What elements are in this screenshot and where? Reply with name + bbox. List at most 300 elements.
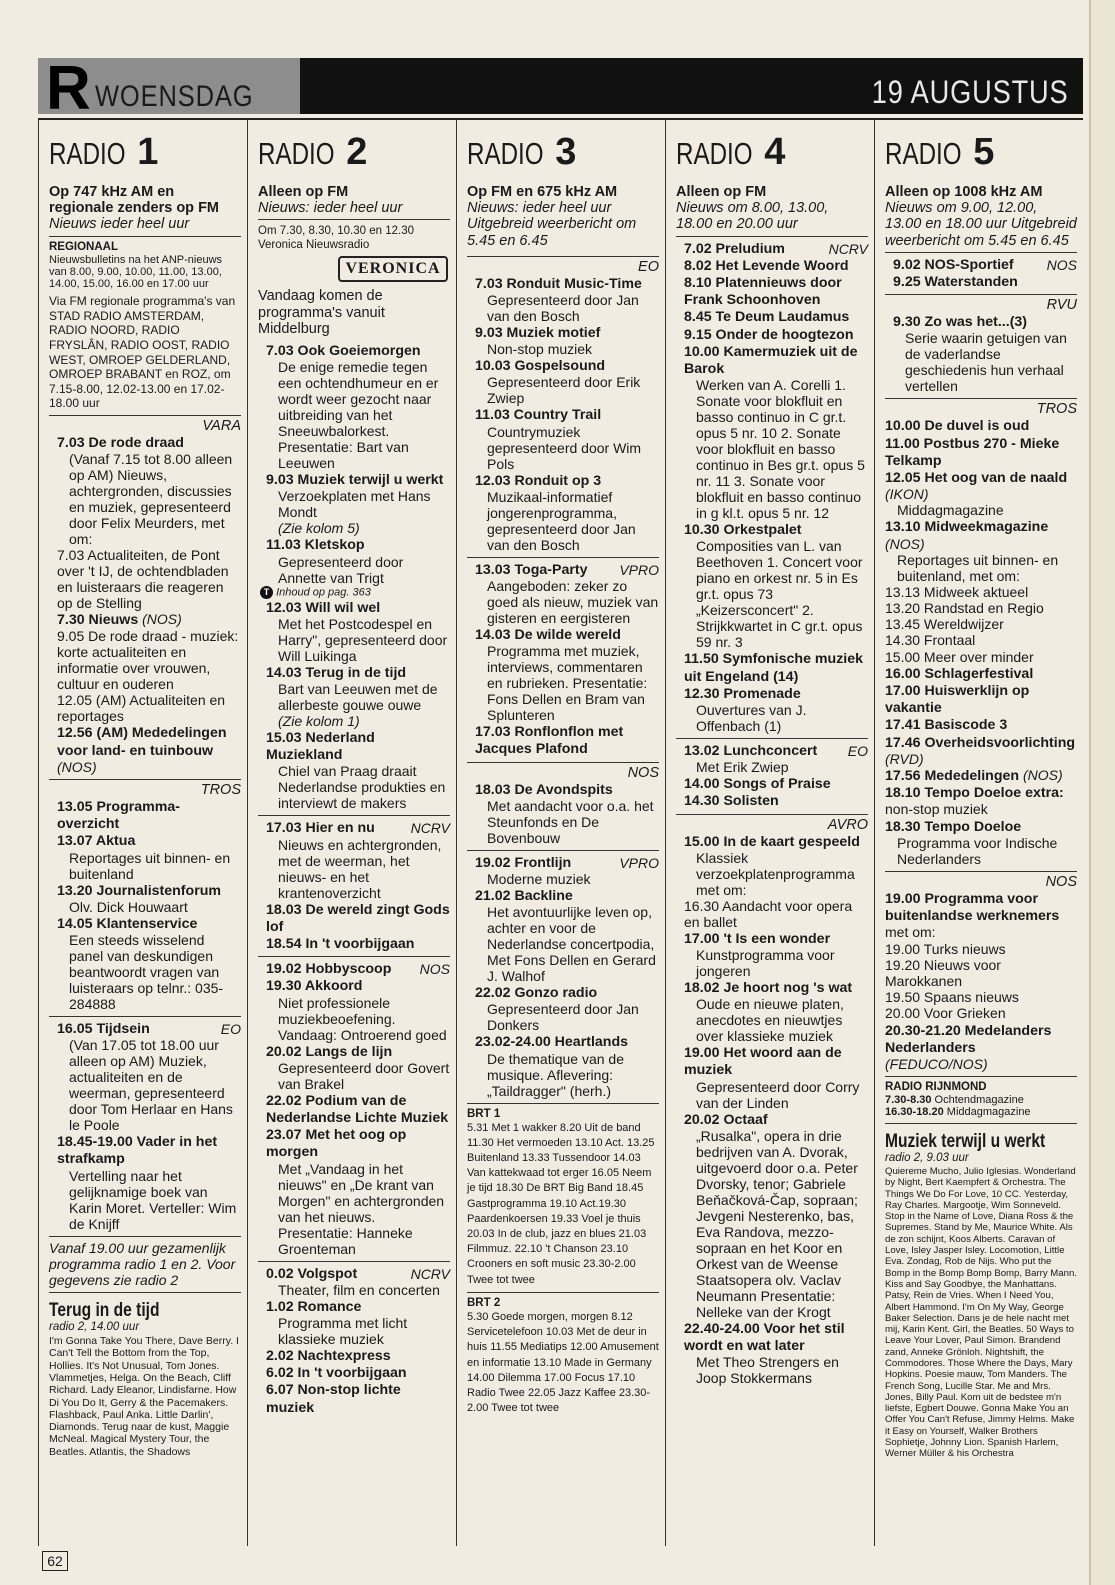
program-title: 9.25 Waterstanden — [893, 274, 1018, 291]
frequency-info: Alleen op FM — [676, 184, 767, 200]
broadcaster-label: (NOS) — [57, 758, 97, 775]
program-item — [57, 434, 241, 547]
program-desc: De thematique van de musique. Aflevering: „Taildragger" (herh.) — [487, 1050, 624, 1099]
program-item — [885, 665, 1077, 682]
rijnmond-box — [885, 1076, 1077, 1118]
broadcaster-label: VPRO — [619, 854, 659, 871]
program-item — [57, 798, 241, 832]
program-desc: Ouvertures van J. Offenbach (1) — [696, 702, 807, 735]
program-item — [684, 274, 868, 308]
header-day-block — [38, 54, 300, 123]
program-title: 6.07 Non-stop lichte muziek — [266, 1382, 401, 1416]
program-desc: Gepresenteerd door Govert van Brakel — [278, 1059, 450, 1092]
news-times: Om 7.30, 8.30, 10.30 en 12.30 Veronica Nieuwsradio — [258, 225, 415, 252]
news-info: Nieuws: ieder heel uur Uitgebreid weerbericht om 5.45 en 6.45 — [467, 200, 637, 249]
program-title: 18.03 De wereld zingt Gods lof — [266, 901, 450, 935]
program-title: 8.10 Platennieuws door Frank Schoonhoven — [684, 275, 842, 309]
program-subitem — [885, 616, 1077, 632]
program-item — [885, 890, 1077, 941]
station-heading — [258, 131, 450, 173]
program-title: 13.07 Aktua — [57, 833, 136, 850]
station-number: 5 — [973, 131, 995, 173]
program-item — [885, 767, 1077, 784]
program-title: 19.30 Akkoord — [266, 978, 363, 995]
program-title: 10.00 Kamermuziek uit de Barok — [684, 343, 858, 378]
program-item — [684, 930, 868, 979]
program-subitem — [57, 692, 241, 724]
program-item — [475, 626, 659, 723]
regional-title: REGIONAAL — [49, 240, 118, 253]
program-item — [684, 521, 868, 650]
program-desc: Chiel van Praag draait Nederlandse produkties en interviewt de makers — [278, 763, 446, 812]
program-desc: met om: — [885, 924, 936, 941]
date-label: 19 AUGUSTUS — [872, 74, 1069, 110]
program-title: 9.03 Muziek terwijl u werkt — [266, 472, 444, 489]
rijnmond-row — [885, 1094, 1077, 1106]
program-item — [475, 1033, 659, 1098]
broadcaster-label: NOS — [1046, 256, 1077, 273]
radio-columns — [38, 118, 1083, 1546]
section-divider — [676, 738, 868, 810]
program-desc: (Vanaf 7.15 tot 8.00 alleen op AM) Nieuws, achtergronden, discussies en muziek, gepresenteerd door Felix Meurders, met om: — [69, 451, 233, 548]
program-note: (Zie kolom 1) — [278, 712, 360, 729]
program-title: 12.03 Will wil wel — [266, 599, 381, 616]
news-info: Nieuws: ieder heel uur — [258, 200, 403, 217]
program-item — [266, 599, 450, 664]
program-desc: 19.00 Turks nieuws — [885, 940, 1006, 957]
program-desc-block — [57, 1037, 241, 1133]
program-item — [266, 1364, 450, 1381]
program-item — [885, 818, 1077, 867]
regional-note: Nieuwsbulletins na het ANP-nieuws van 8.00, 9.00, 10.00, 11.00, 13.00, 14.00, 15.00, 16.00 en 17.00 uur — [49, 253, 223, 291]
program-item — [684, 775, 868, 792]
program-title: 11.03 Kletskop — [266, 537, 365, 554]
program-title: 9.02 NOS-Sportief — [893, 256, 1014, 273]
program-desc: Werken van A. Corelli 1. Sonate voor blokfluit en basso continuo in C gr.t. opus 5 nr. 10 2. Sonate voor blokfluit en basso continuo in Bes gr.t. opus 5 nr. 11 3. Sonate voor blokfluit en basso continuo in g kl.t. opus 5 nr. 12 — [696, 377, 865, 522]
program-item — [893, 273, 1077, 290]
playlist-text: Quiereme Mucho, Julio Iglesias. Wonderland by Night, Bert Kaempfert & Orchestra. The Things We Do For Love, 10 CC. Yesterday, Ray Charles. Margootje, Wim Sonneveld. Stop in the Name of Love, Diana Ross & the Supremes. Stand by Me, Maurice White. Als de zon schijnt, Koos Alberts. Caravan of Love, Isley Jasper Isley. Locomotion, Little Eva. Zondag, Rob de Nijs. Who put the Bomp in the Bomp Bomp Bomp, Barry Mann. Kiss and Say Goodbye, the Manhattans. Patsy, Rein de Vries. When I Need You, Albert Hammond. I'm On My Way, George Baker Selection. Dans je de hele nacht met mij, Karin Kent. Girl, the Beatles. 50 Ways to Leave Your Lover, Paul Simon. Brandend zand, Anneke Grönloh. Nightshift, the Commodores. Those Where the Days, Mary Hopkins. Poesie mauw, Tom Manders. The French Song, Lucille Star. Me and Mrs. Jones, Billy Paul. Kom uit de bedstee m'n liefste, Egbert Douwe. Gonna Make You an Offer You Can't Refuse, Jimmy Helms. Make it Easy on Yourself, Walker Brothers Sophietje, Johnny Lion. Spanish Harlem, Werner Müller & his Orchestra — [885, 1165, 1077, 1460]
tv-icon: T — [260, 586, 273, 599]
station-heading — [676, 131, 868, 173]
program-desc: Programma met muziek, interviews, commentaren en rubrieken. Presentatie: Fons Dellen en Bram van Splunteren — [487, 643, 648, 724]
program-desc: Een steeds wisselend panel van deskundigen beantwoordt vragen van luisteraars op telnr.: 035-284888 — [69, 932, 224, 1012]
broadcaster-label: NOS — [467, 762, 659, 781]
program-item — [57, 1021, 241, 1037]
station-label: RADIO — [467, 136, 544, 171]
program-item — [475, 887, 659, 984]
program-title: 12.03 Ronduit op 3 — [475, 472, 602, 489]
lead-text: Vandaag komen de programma's vanuit Middelburg — [258, 288, 385, 338]
program-subitem — [885, 941, 1077, 957]
program-desc: Muzikaal-informatief jongerenprogramma, gepresenteerd door Jan van den Bosch — [487, 488, 636, 553]
program-title: 11.00 Postbus 270 - Mieke Telkamp — [885, 435, 1060, 469]
program-title: 9.15 Onder de hoogtezon — [684, 326, 854, 343]
program-desc: Gepresenteerd door Jan van den Bosch — [487, 292, 639, 325]
program-subitem — [684, 898, 868, 930]
station-intro — [885, 184, 1077, 253]
program-desc: Met Theo Strengers en Joop Stokkermans — [696, 1354, 839, 1387]
program-title: 14.03 Terug in de tijd — [266, 664, 407, 681]
page-number: 62 — [42, 1551, 68, 1571]
program-desc: Het avontuurlijke leven op, achter en voor de Nederlandse concertpodia, Met Fons Dellen en Gerard J. Walhof — [487, 904, 656, 985]
program-item — [885, 469, 1077, 518]
program-subitem — [885, 600, 1077, 616]
program-desc: Middagmagazine — [897, 502, 1004, 519]
program-desc: Niet professionele muziekbeoefening. Vandaag: Ontroerend goed — [278, 994, 447, 1043]
brt1-schedule: 5.31 Met 1 wakker 8.20 Uit de band 11.30 Het vermoeden 13.10 Act. 13.25 Buitenland 13.33 Tussendoor 14.03 Van kattekwaad tot erger 16.05 Neem je tijd 18.30 De BRT Big Band 18.45 Gastprogramma 19.10 Act.19.30 Paardenkoersen 19.33 Voel je thuis 20.03 In de club, jazz en blues 21.03 Filmmuz. 22.10 't Chanson 23.10 Crooners en soft music 23.30-2.00 Twee tot twee — [467, 1121, 655, 1286]
program-item — [266, 961, 450, 977]
station-number: 4 — [764, 131, 786, 173]
program-desc: Met Erik Zwiep — [696, 759, 789, 776]
station-label: RADIO — [676, 136, 753, 171]
program-item — [684, 685, 868, 734]
program-desc: Theater, film en concerten — [278, 1281, 440, 1298]
program-item — [684, 257, 868, 274]
program-title: 10.00 De duvel is oud — [885, 418, 1030, 435]
frequency-info: Op FM en 675 kHz AM — [467, 184, 618, 200]
program-desc: Verzoekplaten met Hans Mondt — [278, 488, 431, 521]
rijnmond-title: RADIO RIJNMOND — [885, 1081, 987, 1094]
program-item — [266, 1298, 450, 1347]
program-item — [684, 308, 868, 325]
program-item — [684, 241, 868, 257]
program-title: 23.07 Met het oog op morgen — [266, 1127, 407, 1161]
program-desc: Oude en nieuwe platen, anecdotes en nieuwtjes over klassieke muziek — [696, 996, 844, 1045]
program-subitem — [885, 584, 1077, 600]
program-item — [885, 417, 1077, 434]
program-title: 11.03 Country Trail — [475, 407, 602, 424]
program-item — [684, 1044, 868, 1110]
program-title: 22.02 Gonzo radio — [475, 985, 598, 1002]
broadcaster-label: (RVD) — [885, 750, 924, 767]
program-desc: Kunstprogramma voor jongeren — [696, 947, 835, 980]
broadcaster-label: (NOS) — [885, 535, 925, 552]
station-heading — [885, 131, 1077, 173]
program-item — [266, 342, 450, 471]
section-divider — [49, 1016, 241, 1232]
program-item — [57, 915, 241, 1012]
program-title: 7.02 Preludium — [684, 240, 785, 257]
program-item — [266, 1347, 450, 1364]
program-title: 19.00 Programma voor buitenlandse werknemers — [885, 890, 1060, 925]
program-item — [885, 734, 1077, 767]
program-item — [266, 1266, 450, 1282]
program-title: 17.00 Huiswerklijn op vakantie — [885, 683, 1030, 717]
program-subitem — [885, 957, 1077, 989]
program-title: 15.00 In de kaart gespeeld — [684, 833, 860, 850]
playlist-text: I'm Gonna Take You There, Dave Berry. I Can't Tell the Bottom from the Top, Hollies. It's Not Unusual, Tom Jones. Vlammetjes, Helga. On the Beach, Cliff Richard. Lady Eleanor, Lindisfarne. How Di You Do It, Gerry & the Pacemakers. Flashback, Paul Anka. Little Darlin', Diamonds. Terug naar de kust, Maggie McNeal. Magical Mystery Tour, the Beatles. Atlantis, the Shadows — [49, 1335, 239, 1458]
program-title: 13.03 Toga-Party — [475, 561, 588, 578]
program-desc-block — [684, 759, 868, 775]
program-desc: „Rusalka", opera in drie bedrijven van A. Dvorak, uitgevoerd door o.a. Peter Dvorsky, tenor; Gabriele Beňačková-Čap, sopraan; Jevgeni Nesterenko, bas, Eva Randova, mezzo-sopraan en het Koor en Orkest van de Weense Staatsopera olv. Vaclav Neumann Presentatie: Nelleke van der Krogt — [696, 1127, 858, 1320]
next-page-edge — [1089, 0, 1115, 1585]
station-label: RADIO — [885, 136, 962, 171]
broadcaster-label: EO — [467, 256, 659, 275]
broadcaster-label: EO — [220, 1021, 241, 1037]
rijnmond-program: Ochtendmagazine — [934, 1094, 1024, 1107]
playlist-box — [49, 1292, 241, 1458]
program-title: 17.00 't Is een wonder — [684, 930, 831, 947]
program-item — [266, 1126, 450, 1256]
column-radio-4 — [666, 120, 875, 1546]
program-desc-block — [475, 578, 659, 626]
program-item — [266, 729, 450, 811]
program-title: 17.56 Mededelingen — [885, 768, 1020, 785]
program-desc: 16.30 Aandacht voor opera en ballet — [684, 897, 853, 930]
program-item — [684, 326, 868, 343]
program-item — [885, 435, 1077, 469]
program-desc: Composities van L. van Beethoven 1. Concert voor piano en orkest nr. 5 in Es gr.t. opus 73 „Keizersconcert" 2. Strijkkwartet in C gr.t. opus 59 nr. 3 — [696, 538, 863, 651]
brt1-box — [467, 1103, 659, 1288]
section-divider — [258, 956, 450, 1256]
broadcaster-label: NCRV — [828, 240, 868, 257]
section-letter: R — [46, 54, 91, 123]
program-title: 13.02 Lunchconcert — [684, 743, 818, 760]
broadcaster-label: NCRV — [410, 1265, 450, 1282]
news-info: Nieuws om 9.00, 12.00, 13.00 en 18.00 uur Uitgebreid weerbericht om 5.45 en 6.45 — [885, 200, 1077, 249]
program-desc: Olv. Dick Houwaart — [69, 898, 188, 915]
program-title: 14.03 De wilde wereld — [475, 627, 621, 644]
news-info: Nieuws om 8.00, 13.00, 18.00 en 20.00 uur — [676, 200, 829, 233]
news-info: Nieuws ieder heel uur — [49, 216, 190, 233]
column-radio-5 — [875, 120, 1083, 1546]
program-desc: Programma met licht klassieke muziek — [278, 1314, 408, 1347]
program-item — [893, 313, 1077, 394]
program-desc: Met het Postcodespel en Harry", gepresenteerd door Will Luikinga — [278, 615, 448, 664]
program-item — [57, 832, 241, 881]
rijnmond-row — [885, 1106, 1077, 1118]
program-title: 17.03 Ronflonflon met Jacques Plafond — [475, 724, 624, 758]
program-desc: 19.50 Spaans nieuws — [885, 989, 1019, 1006]
program-title: 6.02 In 't voorbijgaan — [266, 1365, 407, 1382]
program-item — [266, 664, 450, 729]
program-desc: 13.13 Midweek aktueel — [885, 583, 1029, 600]
frequency-info: Alleen op 1008 kHz AM — [885, 184, 1043, 200]
program-desc: 12.05 (AM) Actualiteiten en reportages — [57, 692, 226, 725]
station-intro — [49, 184, 241, 237]
program-title: 23.02-24.00 Heartlands — [475, 1034, 629, 1051]
program-title: 18.45-19.00 Vader in het strafkamp — [57, 1134, 218, 1168]
program-desc: Bart van Leeuwen met de allerbeste gouwe ouwe — [278, 680, 438, 713]
broadcaster-label: RVU — [885, 294, 1077, 313]
program-title: 8.45 Te Deum Laudamus — [684, 309, 850, 326]
program-item — [57, 611, 241, 628]
column-radio-3 — [457, 120, 666, 1546]
brt2-title: BRT 2 — [467, 1296, 501, 1309]
program-title: 12.56 (AM) Mededelingen voor land- en tuinbouw — [57, 725, 227, 759]
program-title: 10.03 Gospelsound — [475, 358, 606, 375]
program-title: 7.03 De rode draad — [57, 434, 184, 451]
program-desc: Aangeboden: zeker zo goed als nieuw, muziek van gisteren en eergisteren — [487, 578, 659, 627]
section-divider — [258, 815, 450, 952]
program-subitem — [885, 632, 1077, 648]
broadcaster-label: NCRV — [410, 820, 450, 837]
program-desc: Gepresenteerd door Erik Zwiep — [487, 374, 641, 407]
brt1-title: BRT 1 — [467, 1107, 501, 1120]
page-header — [38, 54, 1083, 123]
program-item — [475, 275, 659, 324]
program-title: 19.02 Frontlijn — [475, 854, 572, 871]
broadcaster-label: VPRO — [619, 561, 659, 578]
playlist-title: Muziek terwijl u werkt — [885, 1130, 1046, 1152]
program-item — [475, 357, 659, 406]
program-item — [684, 979, 868, 1044]
program-item — [266, 1043, 450, 1092]
rijnmond-program: Middagmagazine — [946, 1106, 1031, 1119]
program-item — [266, 977, 450, 1042]
program-desc-block — [475, 871, 659, 887]
brt2-box — [467, 1292, 659, 1416]
rijnmond-time: 7.30-8.30 — [885, 1094, 932, 1107]
program-item — [475, 723, 659, 757]
brt2-schedule: 5.30 Goede morgen, morgen 8.12 Servicetelefoon 10.03 Met de deur in huis 11.55 Mediatips 12.00 Amusement en informatie 13.10 Made in Germany 14.00 Dilemma 17.00 Focus 17.10 Radio Twee 22.05 Jazz Kaffee 23.30-2.00 Twee tot twee — [467, 1310, 659, 1415]
program-item — [684, 1111, 868, 1320]
program-item — [885, 518, 1077, 583]
rijnmond-time: 16.30-18.20 — [885, 1106, 944, 1119]
program-desc: Vertelling naar het gelijknamige boek van Karin Moret. Verteller: Wim de Knijff — [69, 1167, 237, 1232]
program-desc: 13.45 Wereldwijzer — [885, 616, 1004, 633]
program-item — [684, 650, 868, 684]
program-desc: 14.30 Frontaal — [885, 632, 976, 649]
program-desc: 9.05 De rode draad - muziek: korte actualiteiten en informatie over vrouwen, cultuur en ouderen — [57, 628, 239, 693]
program-title: 22.02 Podium van de Nederlandse Lichte Muziek — [266, 1092, 449, 1126]
program-title: 18.02 Je hoort nog 's wat — [684, 980, 853, 997]
station-label: RADIO — [258, 136, 335, 171]
program-title: 18.30 Tempo Doeloe — [885, 818, 1022, 835]
program-desc: Met aandacht voor o.a. het Steunfonds en De Bovenbouw — [487, 797, 654, 846]
program-item — [57, 724, 241, 775]
broadcaster-label: (NOS) — [142, 611, 182, 628]
program-title: 12.05 Het oog van de naald — [885, 470, 1068, 487]
program-title: 16.05 Tijdsein — [57, 1021, 150, 1037]
program-subitem — [885, 989, 1077, 1005]
program-item — [475, 406, 659, 471]
program-item — [266, 901, 450, 935]
section-divider — [467, 850, 659, 1099]
program-item — [266, 935, 450, 952]
program-item — [684, 1320, 868, 1386]
program-title: 14.00 Songs of Praise — [684, 776, 831, 793]
program-title: 15.03 Nederland Muziekland — [266, 729, 375, 764]
program-item — [885, 1022, 1077, 1073]
program-desc: (Van 17.05 tot 18.00 uur alleen op AM) Muziek, actualiteiten en de weerman, gepresenteerd door Tom Herlaar en Hans le Poole — [69, 1037, 233, 1134]
program-subitem — [885, 1005, 1077, 1021]
program-desc: De enige remedie tegen een ochtendhumeur en er wordt weer gezocht naar uitbreiding van het Sneeuwbalorkest. Presentatie: Bart van Leeuwen — [278, 359, 439, 472]
program-desc: Met „Vandaag in het nieuws" en „De krant van Morgen" en achtergronden van het nieuws. Presentatie: Hanneke Groenteman — [278, 1160, 445, 1257]
broadcaster-label: TROS — [885, 398, 1077, 417]
page-reference — [260, 586, 450, 599]
broadcaster-label: VARA — [49, 415, 241, 434]
program-item — [684, 792, 868, 809]
program-title: 13.20 Journalistenforum — [57, 882, 221, 899]
program-desc: non-stop muziek — [885, 801, 988, 818]
program-item — [266, 1092, 450, 1126]
program-title: 9.03 Muziek motief — [475, 325, 601, 342]
section-divider — [258, 1261, 450, 1416]
program-title: 13.05 Programma-overzicht — [57, 798, 181, 833]
program-item — [475, 984, 659, 1033]
program-desc: 7.03 Actualiteiten, de Pont over 't IJ, de ochtendbladen en luisteraars die reageren op de Stelling — [57, 547, 229, 612]
program-item — [885, 682, 1077, 716]
program-desc-block — [266, 837, 450, 901]
frequency-info: Op 747 kHz AM en regionale zenders op FM — [49, 184, 219, 217]
program-desc: 15.00 Meer over minder — [885, 648, 1034, 665]
program-desc: Gepresenteerd door Corry van der Linden — [696, 1078, 860, 1111]
program-title: 2.02 Nachtexpress — [266, 1347, 391, 1364]
program-title: 18.10 Tempo Doeloe extra: — [885, 785, 1064, 802]
program-desc: Reportages uit binnen- en buitenland, met om: — [897, 551, 1059, 584]
logo-text: VERONICA — [345, 260, 441, 278]
station-label: RADIO — [49, 136, 126, 171]
program-title: 7.03 Ronduit Music-Time — [475, 275, 642, 292]
program-desc-block — [266, 1282, 450, 1298]
station-number: 1 — [137, 131, 159, 173]
broadcaster-label: EO — [847, 743, 868, 760]
program-title: 7.30 Nieuws — [57, 612, 139, 629]
day-label: WOENSDAG — [94, 80, 254, 113]
frequency-info: Alleen op FM — [258, 184, 349, 200]
broadcaster-label: TROS — [49, 779, 241, 798]
program-title: 21.02 Backline — [475, 888, 573, 905]
program-desc: Non-stop muziek — [487, 341, 593, 358]
program-item — [684, 833, 868, 898]
program-item — [684, 743, 868, 759]
program-desc: 19.20 Nieuws voor Marokkanen — [885, 956, 1001, 989]
playlist-subtitle: radio 2, 14.00 uur — [49, 1320, 140, 1333]
program-title: 17.41 Basiscode 3 — [885, 717, 1008, 734]
program-item — [885, 716, 1077, 733]
program-title: 14.05 Klantenservice — [57, 915, 198, 932]
program-subitem — [57, 547, 241, 611]
program-title: 20.02 Octaaf — [684, 1111, 768, 1128]
program-title: 10.30 Orkestpalet — [684, 522, 802, 539]
playlist-box — [885, 1123, 1077, 1460]
broadcaster-label: (NOS) — [1022, 767, 1063, 784]
program-item — [266, 820, 450, 836]
playlist-title: Terug in de tijd — [49, 1299, 160, 1321]
program-item — [57, 882, 241, 915]
program-subitem — [885, 649, 1077, 665]
program-desc: Reportages uit binnen- en buitenland — [69, 849, 231, 882]
program-title: 17.46 Overheidsvoorlichting — [885, 734, 1076, 751]
program-desc: Klassiek verzoekplatenprogramma met om: — [696, 849, 855, 898]
column-radio-2 — [248, 120, 457, 1546]
program-title: 19.00 Het woord aan de muziek — [684, 1045, 842, 1079]
program-title: 13.10 Midweekmagazine — [885, 519, 1049, 536]
program-title: 20.02 Langs de lijn — [266, 1043, 393, 1060]
program-title: 19.02 Hobbyscoop — [266, 961, 392, 978]
program-desc: Gepresenteerd door Jan Donkers — [487, 1001, 639, 1034]
broadcaster-label: NOS — [885, 871, 1077, 890]
station-intro — [676, 184, 868, 237]
program-title: 12.30 Promenade — [684, 685, 801, 702]
station-intro — [258, 184, 450, 220]
column-radio-1 — [38, 120, 248, 1546]
broadcaster-label: (FEDUCO/NOS) — [885, 1055, 988, 1072]
program-note: (Zie kolom 5) — [278, 520, 360, 537]
broadcaster-label: AVRO — [676, 814, 868, 833]
program-title: 20.30-21.20 Medelanders Nederlanders — [885, 1022, 1052, 1056]
program-item — [57, 1133, 241, 1231]
program-desc: Moderne muziek — [487, 871, 591, 888]
program-item — [266, 536, 450, 585]
station-number: 2 — [346, 131, 368, 173]
program-desc: 13.20 Randstad en Regio — [885, 600, 1044, 617]
program-title: 16.00 Schlagerfestival — [885, 665, 1034, 682]
program-item — [475, 855, 659, 871]
program-item — [266, 471, 450, 536]
header-date-block — [300, 58, 1083, 114]
